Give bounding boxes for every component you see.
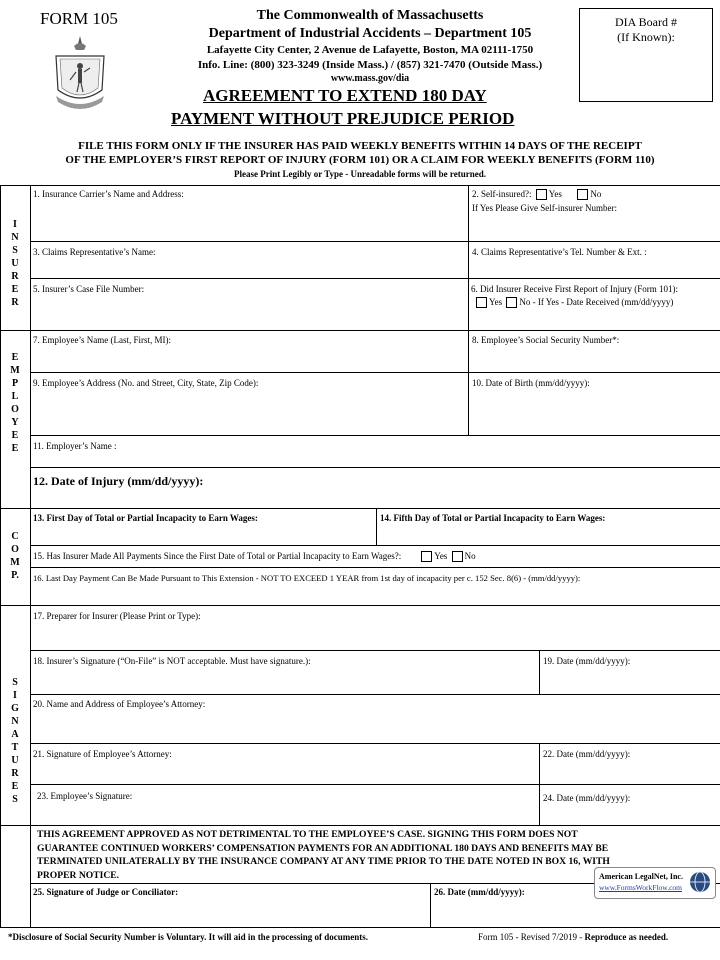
section-label-employee: E M P L O Y E E: [10, 352, 20, 454]
field-employee-signature[interactable]: 23. Employee’s Signature:: [37, 791, 133, 801]
rule: [0, 927, 720, 928]
rule: [376, 508, 377, 545]
rule: [30, 278, 720, 279]
field-employer-name[interactable]: 11. Employer’s Name :: [33, 441, 117, 451]
badge-name: American LegalNet, Inc.: [599, 872, 683, 881]
rule: [30, 372, 720, 373]
self-insured-yes-checkbox[interactable]: [536, 189, 547, 200]
rule: [30, 743, 720, 744]
rule: [30, 185, 31, 928]
field-first-day-incapacity[interactable]: 13. First Day of Total or Partial Incapacity to Earn Wages:: [33, 513, 258, 523]
info-line: Info. Line: (800) 323-3249 (Inside Mass.) / (857) 321-7470 (Outside Mass.): [197, 59, 543, 71]
commonwealth-heading: The Commonwealth of Massachusetts: [256, 8, 484, 23]
agreement-notice: THIS AGREEMENT APPROVED AS NOT DETRIMENTAL TO THE EMPLOYEE’S CASE. SIGNING THIS FORM DOES NOT GUARANTEE CONTINUED WORKERS’ COMPENSATION PAYMENTS FOR AN ADDITIONAL 180 DAYS AND BENEFITS MAY BE TERMINATED UNILATERALLY BY THE INSURANCE COMPANY AT ANY TIME PRIOR TO THE DATE NOTED IN BOX 16, WITH PROPER NOTICE.: [37, 829, 610, 881]
field-first-report-received: 6. Did Insurer Receive First Report of Injury (Form 101):: [471, 284, 678, 294]
rule: [0, 330, 720, 331]
field-claims-rep-tel[interactable]: 4. Claims Representative’s Tel. Number & Ext. :: [472, 247, 647, 257]
form-title-line2: PAYMENT WITHOUT PREJUDICE PERIOD: [171, 109, 515, 128]
section-label-signatures: S I G N A T U R E S: [11, 677, 19, 805]
rule: [0, 185, 1, 928]
state-seal-icon: [52, 34, 108, 118]
rule: [468, 185, 469, 330]
field-insurer-case-file[interactable]: 5. Insurer’s Case File Number:: [33, 284, 145, 294]
field-insurer-signature[interactable]: 18. Insurer’s Signature (“On-File” is NOT acceptable. Must have signature.):: [33, 656, 311, 666]
rule: [539, 743, 540, 825]
field-last-day-payment[interactable]: 16. Last Day Payment Can Be Made Pursuant to This Extension - NOT TO EXCEED 1 YEAR from 1st day of incapacity per c. 152 Sec. 8(6) - (mm/dd/yyyy):: [33, 573, 581, 583]
legalnet-badge: [594, 867, 716, 899]
section-label-insurer: I N S U R E R: [11, 219, 19, 308]
field-first-report-options: Yes No - If Yes - Date Received (mm/dd/yyyy): [474, 297, 673, 308]
form-number: FORM 105: [40, 9, 118, 28]
first-report-no-checkbox[interactable]: [506, 297, 517, 308]
rule: [30, 241, 720, 242]
field-employee-address[interactable]: 9. Employee’s Address (No. and Street, City, State, Zip Code):: [33, 378, 259, 388]
field-date-22[interactable]: 22. Date (mm/dd/yyyy):: [543, 749, 631, 759]
instruction-line1: FILE THIS FORM ONLY IF THE INSURER HAS PAID WEEKLY BENEFITS WITHIN 14 DAYS OF THE RECEIPT: [78, 140, 642, 152]
field-all-payments-made: 15. Has Insurer Made All Payments Since the First Date of Total or Partial Incapacity to Earn Wages?: Yes No: [33, 551, 476, 561]
field-date-19[interactable]: 19. Date (mm/dd/yyyy):: [543, 656, 631, 666]
dia-board-sublabel: (If Known):: [617, 30, 675, 44]
rule: [30, 567, 720, 568]
field-date-24[interactable]: 24. Date (mm/dd/yyyy):: [543, 793, 631, 803]
section-label-comp: C O M P.: [10, 531, 20, 581]
field-employee-ssn[interactable]: 8. Employee’s Social Security Number*:: [472, 335, 620, 345]
ssn-disclosure: *Disclosure of Social Security Number is Voluntary. It will aid in the processing of documents.: [8, 932, 369, 942]
instruction-line2: OF THE EMPLOYER’S FIRST REPORT OF INJURY (FORM 101) OR A CLAIM FOR WEEKLY BENEFITS (FORM 110): [65, 154, 655, 166]
field-date-26[interactable]: 26. Date (mm/dd/yyyy):: [434, 887, 525, 897]
field-self-insurer-number[interactable]: If Yes Please Give Self-insurer Number:: [472, 203, 617, 213]
badge-url[interactable]: www.FormsWorkFlow.com: [599, 883, 683, 892]
rule: [539, 650, 540, 694]
field-claims-rep-name[interactable]: 3. Claims Representative’s Name:: [33, 247, 156, 257]
form-revision: Form 105 - Revised 7/2019 - Reproduce as needed.: [478, 932, 669, 942]
field-insurance-carrier[interactable]: 1. Insurance Carrier’s Name and Address:: [33, 189, 184, 199]
department-heading: Department of Industrial Accidents – Department 105: [208, 26, 532, 41]
field-attorney-name-address[interactable]: 20. Name and Address of Employee’s Attorney:: [33, 699, 206, 709]
rule: [30, 467, 720, 468]
field-fifth-day-incapacity[interactable]: 14. Fifth Day of Total or Partial Incapacity to Earn Wages:: [380, 513, 606, 523]
rule: [430, 883, 431, 927]
field-date-of-birth[interactable]: 10. Date of Birth (mm/dd/yyyy):: [472, 378, 590, 388]
dia-board-label: DIA Board #: [615, 15, 677, 29]
dia-board-box[interactable]: [579, 8, 713, 102]
form-title-line1: AGREEMENT TO EXTEND 180 DAY: [203, 86, 487, 105]
payments-yes-checkbox[interactable]: [421, 551, 432, 562]
field-attorney-signature[interactable]: 21. Signature of Employee’s Attorney:: [33, 749, 172, 759]
field-self-insured: 2. Self-insured?: Yes No: [472, 189, 602, 199]
department-address: Lafayette City Center, 2 Avenue de Lafayette, Boston, MA 02111-1750: [206, 44, 534, 56]
globe-icon: [689, 871, 711, 893]
rule: [0, 605, 720, 606]
field-employee-name[interactable]: 7. Employee’s Name (Last, First, MI):: [33, 335, 171, 345]
rule: [0, 508, 720, 509]
field-preparer[interactable]: 17. Preparer for Insurer (Please Print or Type):: [33, 611, 201, 621]
rule: [30, 694, 720, 695]
rule: [30, 784, 720, 785]
instruction-line3: Please Print Legibly or Type - Unreadable forms will be returned.: [234, 169, 486, 179]
field-judge-signature[interactable]: 25. Signature of Judge or Conciliator:: [33, 887, 179, 897]
self-insured-no-checkbox[interactable]: [577, 189, 588, 200]
payments-no-checkbox[interactable]: [452, 551, 463, 562]
rule: [0, 825, 720, 826]
first-report-yes-checkbox[interactable]: [476, 297, 487, 308]
website: www.mass.gov/dia: [330, 73, 410, 84]
rule: [30, 435, 720, 436]
field-date-of-injury[interactable]: 12. Date of Injury (mm/dd/yyyy):: [33, 474, 204, 488]
rule: [468, 330, 469, 435]
rule: [30, 650, 720, 651]
rule: [0, 185, 720, 186]
rule: [30, 545, 720, 546]
